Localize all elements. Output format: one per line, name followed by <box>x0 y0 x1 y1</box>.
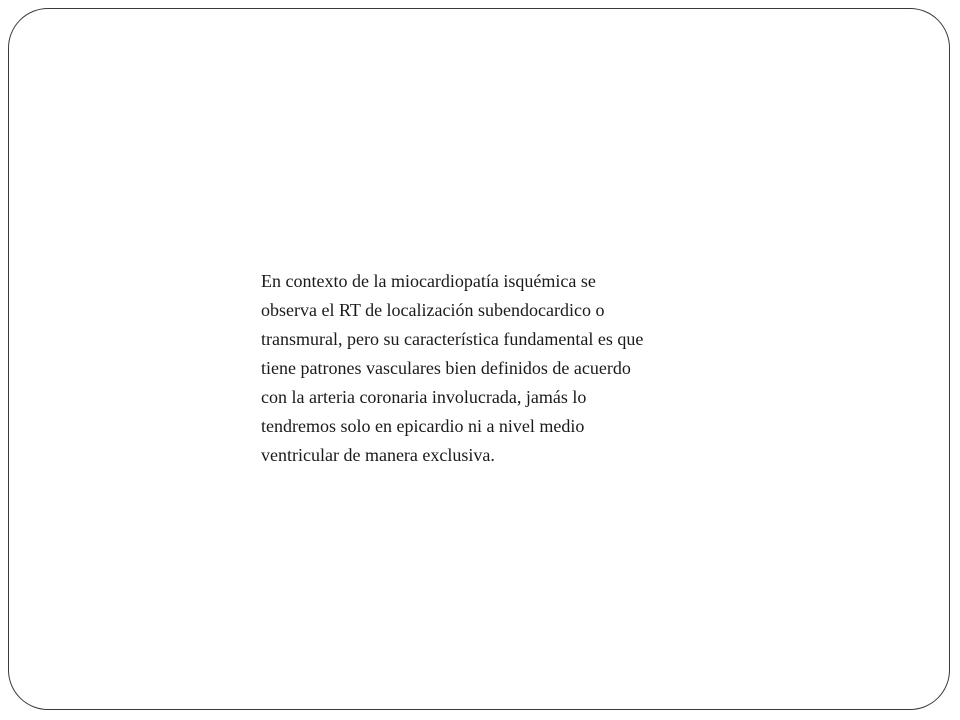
text-line-7: ventricular de manera exclusiva. <box>261 445 495 465</box>
text-line-6: tendremos solo en epicardio ni a nivel medio <box>261 416 585 436</box>
text-line-3: transmural, pero su característica fundamental es que <box>261 329 644 349</box>
text-line-5: con la arteria coronaria involucrada, jamás lo <box>261 387 587 407</box>
text-line-1: En contexto de la miocardiopatía isquémica se <box>261 271 596 291</box>
slide-frame <box>8 8 950 710</box>
text-line-4: tiene patrones vasculares bien definidos de acuerdo <box>261 358 631 378</box>
text-line-2: observa el RT de localización subendocardico o <box>261 300 605 320</box>
slide-body-text <box>261 267 741 470</box>
